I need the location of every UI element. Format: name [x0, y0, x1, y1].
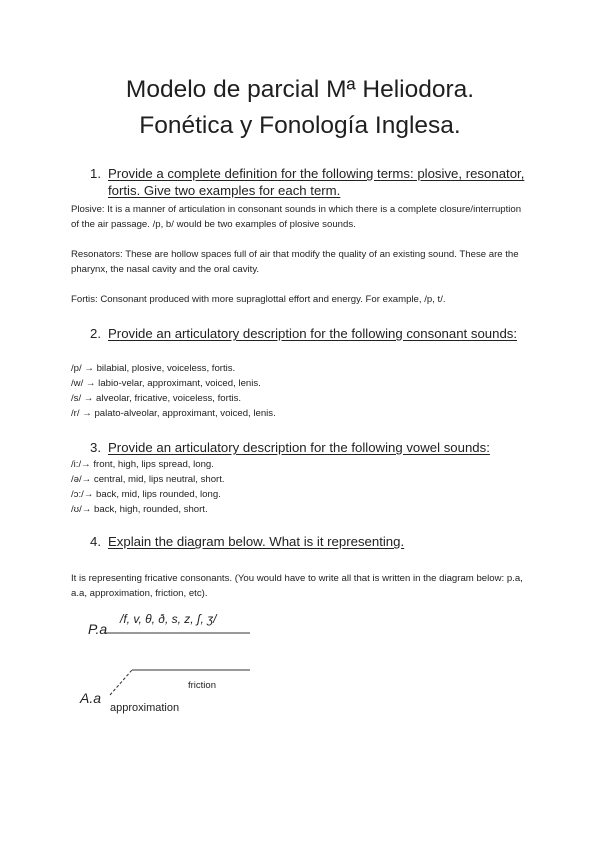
- answer-line: /w/ → labio-velar, approximant, voiced, lenis.: [71, 378, 261, 389]
- answer-diagram: It is representing fricative consonants. (You would have to write all that is written in the diagram below: p.a, a.a, approximation, friction, etc).: [71, 573, 523, 599]
- question-number: 4.: [90, 534, 101, 549]
- phonemes-label: /f, v, θ, ð, s, z, ʃ, ʒ/: [120, 612, 217, 626]
- fricative-diagram: [76, 604, 276, 716]
- answer-fortis: Fortis: Consonant produced with more supraglottal effort and energy. For example, /p, t/.: [71, 294, 446, 305]
- title-line-1: Modelo de parcial Mª Heliodora.: [125, 76, 475, 103]
- answer-line: /ə/→ central, mid, lips neutral, short.: [71, 474, 225, 485]
- answer-plosive: Plosive: It is a manner of articulation in consonant sounds in which there is a complete closure/interruption of the air passage. /p, b/ would be two examples of plosive sounds.: [71, 204, 522, 230]
- answer-line: /r/ → palato-alveolar, approximant, voiced, lenis.: [71, 408, 276, 419]
- title-line-2: Fonética y Fonología Inglesa.: [139, 112, 461, 139]
- pa-label: P.a: [88, 621, 108, 637]
- answer-line: /ʊ/→ back, high, rounded, short.: [71, 504, 208, 515]
- question-2: [90, 325, 530, 342]
- answer-line: /ɔ:/→ back, mid, lips rounded, long.: [71, 489, 221, 500]
- question-4: [90, 533, 530, 550]
- aa-label: A.a: [80, 690, 102, 706]
- friction-label: friction: [188, 680, 216, 691]
- vowel-answers: [71, 457, 531, 517]
- approximation-label: approximation: [110, 702, 180, 714]
- answer-line: /s/ → alveolar, fricative, voiceless, fortis.: [71, 393, 242, 404]
- question-number: 3.: [90, 440, 101, 455]
- question-number: 2.: [90, 326, 101, 341]
- approximation-line: [110, 670, 132, 695]
- answer-resonators: Resonators: These are hollow spaces full of air that modify the quality of an existing sound. These are the pharynx, the nasal cavity and the oral cavity.: [71, 249, 519, 275]
- question-text: Provide an articulatory description for the following vowel sounds:: [108, 440, 490, 455]
- question-1: [90, 165, 530, 199]
- answer-line: /p/ → bilabial, plosive, voiceless, fortis.: [71, 363, 236, 374]
- question-text: Provide an articulatory description for the following consonant sounds:: [108, 326, 518, 341]
- question-text: Provide a complete definition for the following terms: plosive, resonator, fortis. Give two examples for each term.: [108, 166, 525, 198]
- question-number: 1.: [90, 166, 101, 181]
- question-3: [90, 439, 530, 456]
- answer-line: /i:/→ front, high, lips spread, long.: [71, 459, 214, 470]
- consonant-answers: [71, 361, 531, 421]
- question-text: Explain the diagram below. What is it representing.: [108, 534, 405, 549]
